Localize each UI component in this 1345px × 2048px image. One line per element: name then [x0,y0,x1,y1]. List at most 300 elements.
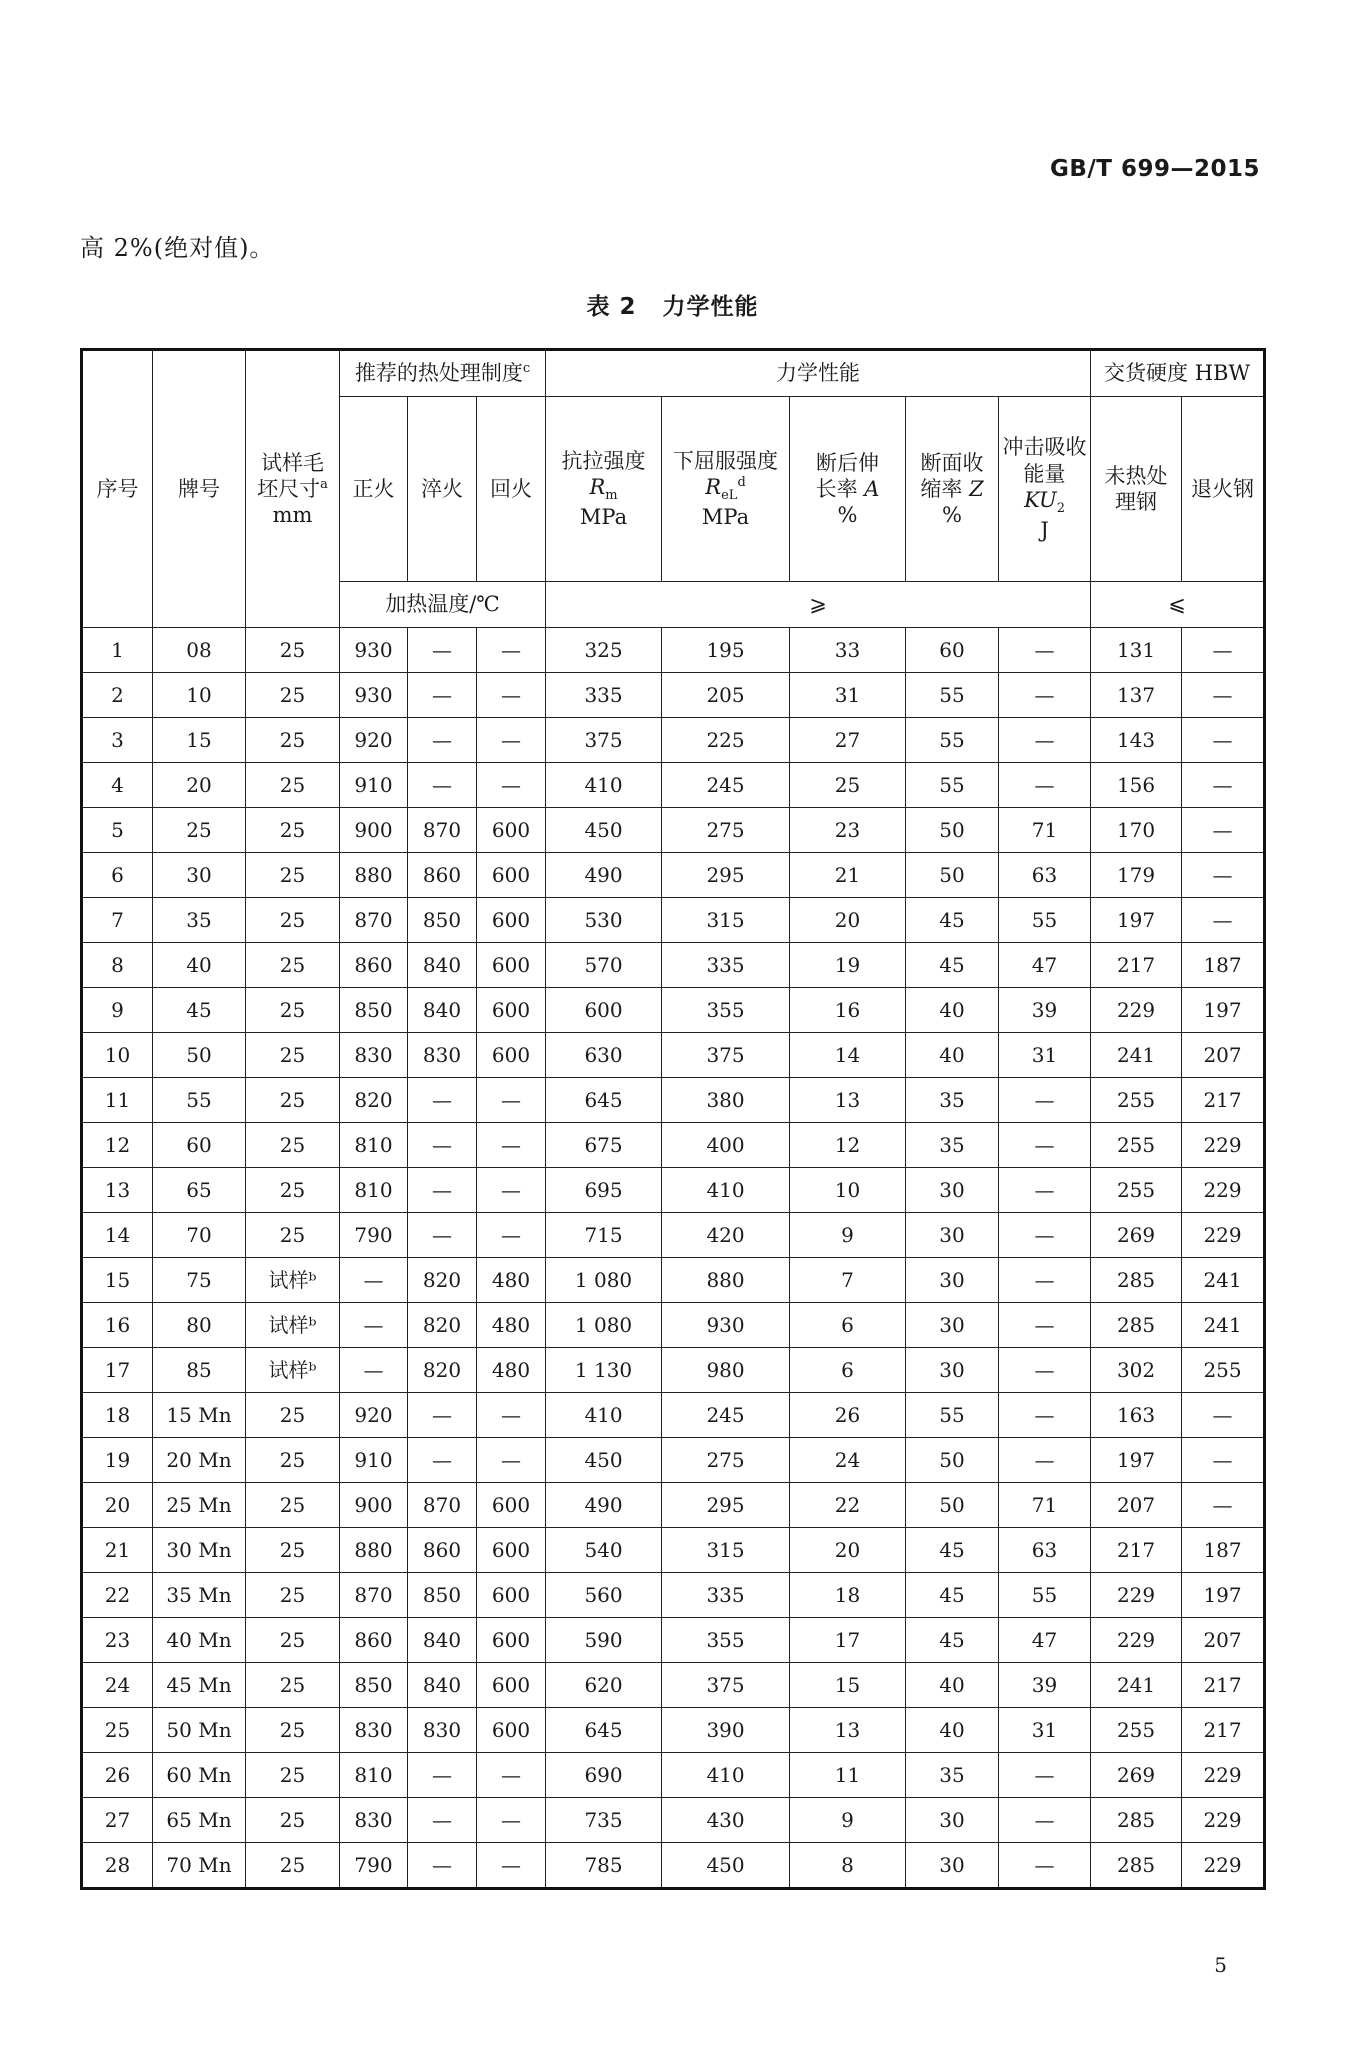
table-cell: 840 [408,1663,477,1708]
table-cell: 50 [906,808,999,853]
table-cell: 35 [906,1078,999,1123]
table-cell: 25 [246,853,340,898]
table-cell: 217 [1182,1078,1265,1123]
table-cell: 10 [153,673,246,718]
table-cell: 375 [662,1033,790,1078]
table-cell: — [1182,1393,1265,1438]
standard-code: GB/T 699—2015 [1049,156,1260,182]
table-cell: 11 [82,1078,153,1123]
table-cell: 690 [546,1753,662,1798]
table-cell: — [408,1078,477,1123]
table-cell: 840 [408,988,477,1033]
table-cell: 5 [82,808,153,853]
table-cell: 375 [546,718,662,763]
table-cell: 560 [546,1573,662,1618]
table-cell: 600 [546,988,662,1033]
table-cell: — [1182,673,1265,718]
table-cell: — [408,628,477,673]
table-row [82,1798,1265,1843]
table-cell: — [999,1798,1091,1843]
table-cell: 85 [153,1348,246,1393]
table-cell: 241 [1091,1033,1182,1078]
table-cell: 480 [477,1303,546,1348]
table-cell: — [477,763,546,808]
table-row [82,1618,1265,1663]
table-cell: 12 [82,1123,153,1168]
table-cell: 3 [82,718,153,763]
table-cell: 8 [790,1843,906,1889]
table-cell: 850 [408,898,477,943]
table-cell: 16 [790,988,906,1033]
table-cell: 45 [906,1618,999,1663]
table-cell: 26 [82,1753,153,1798]
table-cell: 600 [477,1618,546,1663]
table-row [82,1258,1265,1303]
col-yield: 下屈服强度 $R_{eL}^d$ MPa [662,397,790,582]
table-cell: 900 [340,808,408,853]
group-heat-treatment: 推荐的热处理制度$^c$ [340,350,546,397]
table-cell: 490 [546,853,662,898]
table-cell: 245 [662,763,790,808]
table-cell: 50 [906,1438,999,1483]
table-cell: 910 [340,1438,408,1483]
table-number: 表 2 [586,294,637,320]
table-cell: 31 [999,1033,1091,1078]
table-cell: 13 [790,1708,906,1753]
table-cell: 17 [790,1618,906,1663]
table-cell: 675 [546,1123,662,1168]
blank-size-line2: 坯尺寸$^a$ [257,476,328,501]
min-symbol: ⩾ [546,582,1091,628]
table-cell: 645 [546,1708,662,1753]
table-cell: 1 080 [546,1303,662,1348]
table-cell: 197 [1182,1573,1265,1618]
table-cell: 35 Mn [153,1573,246,1618]
table-cell: 735 [546,1798,662,1843]
table-cell: 18 [82,1393,153,1438]
table-cell: 39 [999,988,1091,1033]
table-cell: 24 [790,1438,906,1483]
table-cell: 820 [408,1348,477,1393]
table-cell: 9 [790,1798,906,1843]
table-cell: — [477,673,546,718]
table-cell: 33 [790,628,906,673]
table-cell: 25 [246,943,340,988]
table-cell: 156 [1091,763,1182,808]
table-cell: 试样ᵇ [246,1303,340,1348]
table-cell: 45 [153,988,246,1033]
table-cell: 217 [1182,1708,1265,1753]
table-cell: 4 [82,763,153,808]
table-cell: 207 [1091,1483,1182,1528]
table-row [82,1213,1265,1258]
table-cell: 15 [790,1663,906,1708]
table-cell: — [1182,1483,1265,1528]
group-hardness: 交货硬度 HBW [1091,350,1265,397]
table-cell: — [999,1168,1091,1213]
table-cell: 850 [408,1573,477,1618]
table-cell: — [999,1303,1091,1348]
table-cell: 570 [546,943,662,988]
max-symbol: ⩽ [1091,582,1265,628]
table-cell: 30 [906,1303,999,1348]
heating-temp-label: 加热温度/℃ [340,582,546,628]
table-cell: 25 [246,1393,340,1438]
table-cell: 40 [906,1708,999,1753]
table-row [82,673,1265,718]
table-cell: 30 [906,1348,999,1393]
table-cell: — [1182,853,1265,898]
table-cell: 600 [477,1663,546,1708]
table-title: 力学性能 [662,294,759,320]
table-cell: 241 [1182,1258,1265,1303]
table-cell: 600 [477,1708,546,1753]
table-cell: 16 [82,1303,153,1348]
table-cell: 255 [1091,1078,1182,1123]
table-cell: 715 [546,1213,662,1258]
table-cell: 40 [906,988,999,1033]
table-cell: 225 [662,718,790,763]
table-cell: — [408,1213,477,1258]
table-cell: 30 [153,853,246,898]
table-cell: 820 [408,1258,477,1303]
table-cell: 870 [408,808,477,853]
table-cell: 25 [246,1528,340,1573]
table-cell: 850 [340,988,408,1033]
table-cell: — [340,1348,408,1393]
table-cell: 187 [1182,1528,1265,1573]
table-cell: 315 [662,1528,790,1573]
table-cell: 785 [546,1843,662,1889]
table-cell: 410 [546,1393,662,1438]
table-cell: 25 [246,1753,340,1798]
table-cell: 790 [340,1213,408,1258]
table-cell: — [1182,718,1265,763]
table-cell: 6 [790,1348,906,1393]
table-cell: — [408,1168,477,1213]
table-cell: 229 [1182,1798,1265,1843]
table-cell: 55 [906,718,999,763]
table-cell: 860 [408,1528,477,1573]
table-cell: 600 [477,943,546,988]
table-cell: — [477,718,546,763]
col-elongation: 断后伸 长率 A % [790,397,906,582]
intro-text: 高 2%(绝对值)。 [80,234,275,262]
col-impact: 冲击吸收 能量 $KU_2$ J [999,397,1091,582]
table-cell: 480 [477,1348,546,1393]
table-cell: — [408,1753,477,1798]
table-cell: 25 [246,808,340,853]
table-cell: 6 [82,853,153,898]
table-row [82,943,1265,988]
table-cell: 25 Mn [153,1483,246,1528]
table-cell: 600 [477,1573,546,1618]
table-cell: 65 Mn [153,1798,246,1843]
table-row [82,1303,1265,1348]
table-row [82,1573,1265,1618]
table-cell: 285 [1091,1843,1182,1889]
table-cell: 275 [662,1438,790,1483]
table-cell: 207 [1182,1618,1265,1663]
table-cell: 试样ᵇ [246,1258,340,1303]
table-row [82,1528,1265,1573]
table-cell: 80 [153,1303,246,1348]
table-cell: 45 [906,1528,999,1573]
table-cell: 24 [82,1663,153,1708]
table-cell: 55 [906,673,999,718]
page-number: 5 [1214,1953,1227,1977]
table-cell: 23 [790,808,906,853]
table-cell: 241 [1091,1663,1182,1708]
table-cell: — [477,1438,546,1483]
table-cell: 1 080 [546,1258,662,1303]
table-cell: — [999,1348,1091,1393]
table-cell: 695 [546,1168,662,1213]
table-cell: 8 [82,943,153,988]
table-cell: 600 [477,1528,546,1573]
table-cell: 229 [1182,1168,1265,1213]
col-blank-size [246,350,340,628]
table-row [82,1168,1265,1213]
table-cell: 335 [662,1573,790,1618]
table-cell: 18 [790,1573,906,1618]
table-cell: 355 [662,988,790,1033]
table-cell: 850 [340,1663,408,1708]
table-cell: — [477,1078,546,1123]
table-cell: 645 [546,1078,662,1123]
table-cell: 830 [340,1798,408,1843]
table-cell: — [477,1213,546,1258]
table-cell: 880 [662,1258,790,1303]
note-d: d [737,474,746,490]
table-cell: 860 [408,853,477,898]
table-cell: 40 Mn [153,1618,246,1663]
table-cell: — [999,1123,1091,1168]
table-cell: — [999,1213,1091,1258]
table-cell: 870 [340,1573,408,1618]
table-cell: 620 [546,1663,662,1708]
table-cell: 229 [1091,1573,1182,1618]
table-cell: 11 [790,1753,906,1798]
table-cell: 450 [662,1843,790,1889]
blank-size-line1: 试样毛 [261,450,324,475]
table-cell: 21 [82,1528,153,1573]
table-cell: 207 [1182,1033,1265,1078]
table-cell: 50 [153,1033,246,1078]
table-cell: 410 [662,1753,790,1798]
table-cell: 229 [1182,1213,1265,1258]
table-cell: 25 [246,1798,340,1843]
table-cell: 880 [340,853,408,898]
col-normalizing: 正火 [340,397,408,582]
table-cell: 60 [153,1123,246,1168]
table-cell: 229 [1182,1843,1265,1889]
table-cell: 269 [1091,1753,1182,1798]
table-cell: 830 [408,1033,477,1078]
table-cell: 255 [1091,1168,1182,1213]
table-cell: 25 [246,1483,340,1528]
table-cell: 530 [546,898,662,943]
table-cell: 217 [1091,1528,1182,1573]
table-cell: 20 Mn [153,1438,246,1483]
table-cell: 31 [790,673,906,718]
table-cell: 55 [153,1078,246,1123]
table-cell: 63 [999,1528,1091,1573]
table-cell: 830 [340,1708,408,1753]
table-cell: 25 [246,763,340,808]
table-cell: — [999,1438,1091,1483]
table-cell: 55 [999,1573,1091,1618]
table-cell: 930 [340,673,408,718]
table-row [82,898,1265,943]
table-cell: — [1182,1438,1265,1483]
table-cell: — [408,1438,477,1483]
table-row [82,1393,1265,1438]
table-cell: 40 [906,1663,999,1708]
table-cell: 420 [662,1213,790,1258]
table-cell: 241 [1182,1303,1265,1348]
table-cell: — [1182,628,1265,673]
table-cell: 63 [999,853,1091,898]
table-cell: 1 [82,628,153,673]
group-mechanical: 力学性能 [546,350,1091,397]
table-cell: 30 [906,1843,999,1889]
table-cell: 30 [906,1258,999,1303]
table-cell: 75 [153,1258,246,1303]
table-cell: 45 [906,943,999,988]
table-cell: — [408,763,477,808]
table-cell: — [477,1843,546,1889]
table-row [82,718,1265,763]
table-cell: 25 [246,1843,340,1889]
table-cell: 17 [82,1348,153,1393]
table-cell: — [408,718,477,763]
table-cell: 325 [546,628,662,673]
table-cell: 71 [999,808,1091,853]
table-cell: 28 [82,1843,153,1889]
table-cell: — [999,1258,1091,1303]
table-cell: — [477,628,546,673]
table-cell: 55 [999,898,1091,943]
table-cell: 60 Mn [153,1753,246,1798]
table-cell: 13 [82,1168,153,1213]
table-row [82,1753,1265,1798]
table-cell: 630 [546,1033,662,1078]
table-cell: 375 [662,1663,790,1708]
table-cell: 335 [546,673,662,718]
table-cell: 860 [340,943,408,988]
table-cell: 600 [477,1033,546,1078]
col-quenching: 淬火 [408,397,477,582]
table-cell: 39 [999,1663,1091,1708]
table-row [82,1663,1265,1708]
table-cell: 285 [1091,1258,1182,1303]
table-cell: 25 [153,808,246,853]
table-cell: 600 [477,1483,546,1528]
table-row [82,1348,1265,1393]
table-cell: — [999,1393,1091,1438]
table-cell: 355 [662,1618,790,1663]
table-cell: 195 [662,628,790,673]
table-cell: 163 [1091,1393,1182,1438]
table-cell: 830 [340,1033,408,1078]
table-cell: 137 [1091,673,1182,718]
table-body [82,628,1265,1889]
table-cell: 143 [1091,718,1182,763]
table-cell: 900 [340,1483,408,1528]
table-cell: 217 [1091,943,1182,988]
table-cell: 45 [906,898,999,943]
table-cell: — [340,1258,408,1303]
table-cell: 25 [246,1663,340,1708]
table-cell: — [999,673,1091,718]
table-cell: — [408,673,477,718]
table-cell: 910 [340,763,408,808]
table-cell: 930 [662,1303,790,1348]
table-cell: 30 Mn [153,1528,246,1573]
table-cell: — [477,1798,546,1843]
table-cell: 880 [340,1528,408,1573]
blank-size-unit: mm [272,503,313,528]
table-cell: 65 [153,1168,246,1213]
table-cell: — [1182,898,1265,943]
table-cell: 26 [790,1393,906,1438]
table-cell: 255 [1091,1708,1182,1753]
table-cell: 25 [246,1708,340,1753]
table-cell: — [999,628,1091,673]
table-cell: 335 [662,943,790,988]
table-cell: 6 [790,1303,906,1348]
table-cell: 20 [790,898,906,943]
table-cell: 410 [546,763,662,808]
table-cell: 25 [246,628,340,673]
table-cell: 870 [340,898,408,943]
table-cell: 255 [1182,1348,1265,1393]
col-seq: 序号 [82,350,153,628]
table-cell: 197 [1091,1438,1182,1483]
col-annealed: 退火钢 [1182,397,1265,582]
table-row [82,988,1265,1033]
table-cell: 229 [1091,988,1182,1033]
table-cell: 20 [82,1483,153,1528]
table-cell: — [408,1798,477,1843]
table-cell: — [340,1303,408,1348]
table-cell: 187 [1182,943,1265,988]
table-cell: — [999,763,1091,808]
table-cell: 600 [477,988,546,1033]
table-cell: 25 [246,1123,340,1168]
table-cell: 410 [662,1168,790,1213]
table-cell: 229 [1182,1123,1265,1168]
table-cell: 285 [1091,1303,1182,1348]
table-cell: 25 [790,763,906,808]
table-cell: 450 [546,808,662,853]
table-cell: 15 [82,1258,153,1303]
table-cell: 30 [906,1213,999,1258]
table-cell: 1 130 [546,1348,662,1393]
col-reduction: 断面收 缩率 Z % [906,397,999,582]
table-cell: 540 [546,1528,662,1573]
table-cell: 27 [82,1798,153,1843]
table-cell: 30 [906,1798,999,1843]
table-cell: 25 [246,1078,340,1123]
table-cell: 7 [790,1258,906,1303]
table-cell: — [999,718,1091,763]
table-cell: 179 [1091,853,1182,898]
table-cell: 205 [662,673,790,718]
table-cell: 490 [546,1483,662,1528]
table-row [82,1483,1265,1528]
